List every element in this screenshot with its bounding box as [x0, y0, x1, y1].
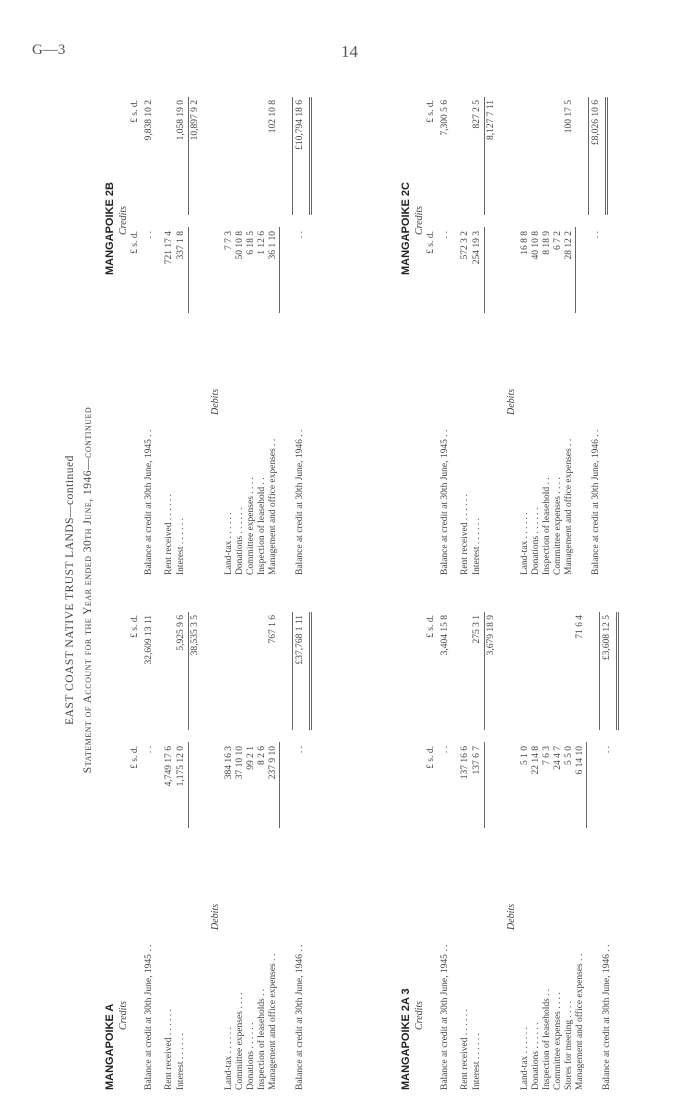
row-amount: . .	[602, 746, 612, 754]
credits-label: Credits	[414, 1000, 425, 1030]
rule	[188, 612, 189, 730]
row-amount: . .	[144, 746, 154, 754]
row-amount: 7,300 5 6	[440, 100, 450, 136]
rule	[484, 97, 485, 215]
ledger-row	[268, 610, 280, 1090]
row-amount: 8 18 9	[542, 231, 552, 255]
row-label: Rent received . . . . . .	[460, 494, 470, 575]
debits-label: Debits	[210, 388, 221, 415]
row-label: Inspection of leasehold . .	[542, 477, 552, 575]
row-label: Donations . . . . . .	[246, 1022, 256, 1090]
row-amount: . .	[440, 231, 450, 239]
row-label: Land-tax . . . . . .	[520, 1027, 530, 1090]
row-label: Balance at credit at 30th June, 1945 . .	[440, 429, 450, 575]
row-label: Management and office expenses . .	[268, 953, 278, 1090]
ledger-row	[440, 95, 452, 575]
row-label: Management and office expenses . .	[564, 438, 574, 575]
ledger-row	[164, 95, 176, 575]
debits-label: Debits	[506, 903, 517, 930]
row-amount: £37,768 1 11	[295, 615, 305, 665]
row-label: Donations . . . . . .	[531, 507, 541, 575]
credits-label: Credits	[414, 205, 425, 235]
ledger-row	[460, 95, 472, 575]
row-amount: 7 7 3	[224, 231, 234, 250]
row-amount: 22 14 8	[531, 746, 541, 775]
row-amount: 137 16 6	[460, 746, 470, 780]
row-amount: 38,535 3 5	[190, 615, 200, 656]
row-amount: 7 6 3	[542, 746, 552, 765]
ledger-row	[486, 610, 498, 1090]
row-amount: 137 6 7	[472, 746, 482, 775]
row-label: Interest . . . . . .	[472, 1033, 482, 1090]
row-amount: 50 10 8	[235, 231, 245, 260]
row-label: Balance at credit at 30th June, 1945 . .	[144, 429, 154, 575]
rule	[188, 227, 189, 313]
ledger-row	[486, 95, 498, 575]
debits-label: Debits	[210, 903, 221, 930]
ledger-row	[164, 610, 176, 1090]
row-label: Inspection of leaseholds . .	[257, 988, 267, 1090]
ledger-row	[575, 610, 587, 1090]
row-amount: 5 1 0	[520, 746, 530, 765]
row-amount: . .	[591, 231, 601, 239]
column-header: £ s. d.	[426, 231, 436, 254]
row-amount: 16 8 8	[520, 231, 530, 255]
row-amount: 71 6 4	[575, 615, 585, 639]
credits-label: Credits	[118, 205, 129, 235]
rule	[279, 742, 280, 828]
row-amount: 237 9 10	[268, 746, 278, 780]
row-amount: 100 17 5	[564, 100, 574, 134]
rule	[616, 612, 619, 730]
column-headers	[130, 95, 142, 575]
rule	[188, 97, 189, 215]
rule	[599, 612, 600, 730]
row-amount: 6 14 10	[575, 746, 585, 775]
row-amount: £10,794 18 6	[295, 100, 305, 150]
row-amount: . .	[295, 231, 305, 239]
rule	[575, 227, 576, 313]
row-label: Balance at credit at 30th June, 1946 . .	[295, 944, 305, 1090]
rule	[188, 742, 189, 828]
row-amount: 767 1 6	[268, 615, 278, 644]
row-amount: 8 2 6	[257, 746, 267, 765]
row-amount: . .	[144, 231, 154, 239]
rule	[484, 612, 485, 730]
ledger-row	[591, 95, 603, 575]
row-amount: 254 19 3	[472, 231, 482, 265]
row-label: Interest . . . . . .	[176, 518, 186, 575]
ledger-row	[472, 610, 484, 1090]
row-label: Balance at credit at 30th June, 1945 . .	[440, 944, 450, 1090]
rotated-statement	[60, 90, 680, 1090]
row-amount: 8,127 7 11	[486, 100, 496, 141]
report-subtitle: Statement of Account for the Year ended 30th June, 1946—continued	[82, 406, 94, 774]
row-amount: 721 17 4	[164, 231, 174, 265]
ledger-row	[176, 95, 188, 575]
rule	[309, 97, 312, 215]
row-amount: 24 4 7	[553, 746, 563, 770]
column-headers	[130, 610, 142, 1090]
row-amount: 32,609 13 11	[144, 615, 154, 665]
row-label: Committee expenses . . . .	[553, 477, 563, 575]
column-headers	[426, 610, 438, 1090]
rule	[586, 742, 587, 828]
ledger-row	[295, 95, 307, 575]
row-label: Donations . . . . . .	[531, 1022, 541, 1090]
row-amount: 3,679 18 9	[486, 615, 496, 656]
account-panel	[104, 95, 374, 575]
column-header: £ s. d.	[130, 100, 140, 123]
row-label: Rent received . . . . . .	[164, 1009, 174, 1090]
row-label: Stores for meeting . . . .	[564, 1000, 574, 1090]
row-amount: 99 2 1	[246, 746, 256, 770]
row-amount: £3,608 12 5	[602, 615, 612, 661]
row-label: Committee expenses . . . .	[235, 992, 245, 1090]
row-amount: 3,404 15 8	[440, 615, 450, 656]
row-label: Land-tax . . . . . .	[224, 1027, 234, 1090]
row-label: Committee expenses . . . .	[553, 992, 563, 1090]
row-amount: 1,058 19 0	[176, 100, 186, 141]
row-label: Rent received . . . . . .	[460, 1009, 470, 1090]
row-amount: . .	[295, 746, 305, 754]
ledger-row	[460, 610, 472, 1090]
credits-label: Credits	[118, 1000, 129, 1030]
rule	[588, 97, 589, 215]
row-amount: 6 18 5	[246, 231, 256, 255]
row-label: Balance at credit at 30th June, 1946 . .	[602, 944, 612, 1090]
row-amount: 572 3 2	[460, 231, 470, 260]
rule	[292, 612, 293, 730]
row-label: Balance at credit at 30th June, 1946 . .	[591, 429, 601, 575]
row-amount: 4,749 17 6	[164, 746, 174, 787]
row-label: Inspection of leasehold . .	[257, 477, 267, 575]
row-label: Committee expenses . . . .	[246, 477, 256, 575]
ledger-row	[144, 95, 156, 575]
row-label: Management and office expenses . .	[575, 953, 585, 1090]
rule	[279, 227, 280, 313]
ledger-row	[295, 610, 307, 1090]
panel-title: MANGAPOIKE 2B	[104, 182, 116, 275]
account-panel	[400, 95, 670, 575]
rule	[605, 97, 608, 215]
account-panel	[104, 610, 374, 1090]
row-amount: 28 12 2	[564, 231, 574, 260]
row-amount: 275 3 1	[472, 615, 482, 644]
column-headers	[426, 95, 438, 575]
row-amount: . .	[440, 746, 450, 754]
row-amount: 36 1 10	[268, 231, 278, 260]
row-label: Rent received . . . . . .	[164, 494, 174, 575]
row-amount: 102 10 8	[268, 100, 278, 134]
row-amount: 10,897 9 2	[190, 100, 200, 141]
row-label: Donations . . . . . .	[235, 507, 245, 575]
ledger-row	[144, 610, 156, 1090]
page-section-code: G—3	[32, 42, 66, 58]
row-amount: £8,026 10 6	[591, 100, 601, 146]
column-header: £ s. d.	[130, 746, 140, 769]
rule	[292, 97, 293, 215]
column-header: £ s. d.	[426, 615, 436, 638]
row-amount: 9,838 10 2	[144, 100, 154, 141]
debits-label: Debits	[506, 388, 517, 415]
ledger-row	[268, 95, 280, 575]
row-amount: 827 2 5	[472, 100, 482, 129]
ledger-row	[602, 610, 614, 1090]
row-amount: 1 12 6	[257, 231, 267, 255]
panel-title: MANGAPOIKE 2C	[400, 182, 412, 275]
row-amount: 5,925 9 6	[176, 615, 186, 651]
row-label: Management and office expenses . .	[268, 438, 278, 575]
page-number: 14	[341, 42, 358, 61]
account-panel	[400, 610, 670, 1090]
row-label: Land-tax . . . . . .	[520, 512, 530, 575]
rule	[484, 227, 485, 313]
column-header: £ s. d.	[130, 615, 140, 638]
ledger-row	[472, 95, 484, 575]
row-label: Interest . . . . . .	[176, 1033, 186, 1090]
row-label: Balance at credit at 30th June, 1946 . .	[295, 429, 305, 575]
report-title: EAST COAST NATIVE TRUST LANDS—continued	[64, 455, 76, 725]
row-amount: 40 10 8	[531, 231, 541, 260]
row-label: Land-tax . . . . . .	[224, 512, 234, 575]
ledger-row	[190, 610, 202, 1090]
row-label: Interest . . . . . .	[472, 518, 482, 575]
panel-title: MANGAPOIKE A	[104, 1003, 116, 1090]
ledger-row	[190, 95, 202, 575]
ledger-row	[564, 95, 576, 575]
ledger-row	[176, 610, 188, 1090]
row-amount: 37 10 10	[235, 746, 245, 780]
row-label: Inspection of leaseholds . .	[542, 988, 552, 1090]
row-amount: 384 16 3	[224, 746, 234, 780]
ledger-row	[440, 610, 452, 1090]
row-amount: 337 1 8	[176, 231, 186, 260]
row-amount: 1,175 12 0	[176, 746, 186, 787]
column-header: £ s. d.	[426, 746, 436, 769]
column-header: £ s. d.	[426, 100, 436, 123]
row-label: Balance at credit at 30th June, 1945 . .	[144, 944, 154, 1090]
row-amount: 5 5 0	[564, 746, 574, 765]
rule	[484, 742, 485, 828]
row-amount: 6 7 2	[553, 231, 563, 250]
column-header: £ s. d.	[130, 231, 140, 254]
rule	[309, 612, 312, 730]
panel-title: MANGAPOIKE 2A 3	[400, 988, 412, 1090]
